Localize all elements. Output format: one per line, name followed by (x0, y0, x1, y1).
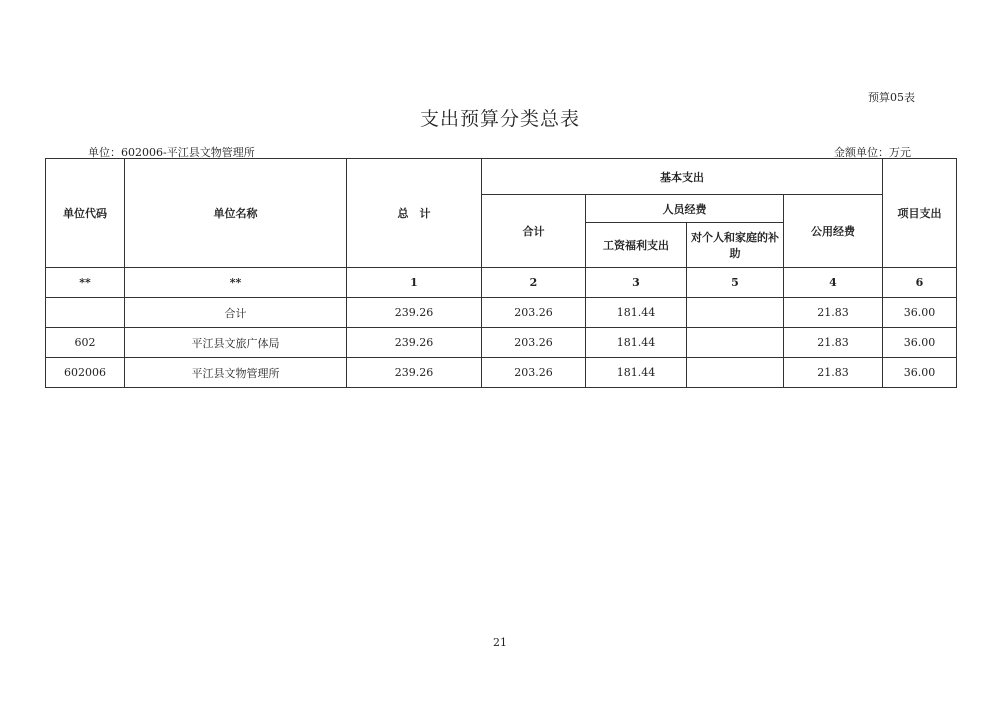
cell-unit-name: 平江县文物管理所 (125, 358, 347, 388)
cell-subsidy (687, 298, 784, 328)
cell-total: 239.26 (347, 298, 482, 328)
cell-salary: 181.44 (586, 358, 687, 388)
header-subtotal: 合计 (482, 195, 586, 268)
unit-info: 单位：602006-平江县文物管理所 (88, 146, 255, 159)
table-row (46, 358, 957, 388)
cell-total: 239.26 (347, 358, 482, 388)
column-number-row (46, 268, 957, 298)
amount-unit: 金额单位：万元 (834, 146, 911, 159)
cell-subtotal: 203.26 (482, 328, 586, 358)
cell-subtotal: 203.26 (482, 358, 586, 388)
header-public-expense: 公用经费 (784, 195, 883, 268)
header-basic-expense: 基本支出 (482, 159, 883, 195)
form-number: 预算05表 (868, 91, 915, 104)
header-family-subsidy: 对个人和家庭的补助 (687, 223, 784, 268)
cell-subsidy (687, 328, 784, 358)
cell-unit-code: 602 (46, 328, 125, 358)
table-row (46, 298, 957, 328)
header-unit-code: 单位代码 (46, 159, 125, 268)
header-salary-welfare: 工资福利支出 (586, 223, 687, 268)
cell-public: 21.83 (784, 298, 883, 328)
header-personnel-expense: 人员经费 (586, 195, 784, 223)
header-total: 总 计 (347, 159, 482, 268)
cell-public: 21.83 (784, 358, 883, 388)
cell-public: 21.83 (784, 328, 883, 358)
column-number: ** (46, 268, 125, 298)
budget-table (45, 158, 957, 388)
column-number: 3 (586, 268, 687, 298)
cell-total: 239.26 (347, 328, 482, 358)
page-title: 支出预算分类总表 (419, 108, 580, 130)
cell-salary: 181.44 (586, 328, 687, 358)
page-number: 21 (493, 636, 507, 649)
cell-subsidy (687, 358, 784, 388)
column-number: 6 (883, 268, 957, 298)
header-unit-name: 单位名称 (125, 159, 347, 268)
column-number: 1 (347, 268, 482, 298)
cell-salary: 181.44 (586, 298, 687, 328)
column-number: 5 (687, 268, 784, 298)
cell-unit-name: 平江县文旅广体局 (125, 328, 347, 358)
cell-unit-code (46, 298, 125, 328)
cell-project: 36.00 (883, 358, 957, 388)
cell-unit-code: 602006 (46, 358, 125, 388)
column-number: ** (125, 268, 347, 298)
table-row (46, 328, 957, 358)
cell-project: 36.00 (883, 328, 957, 358)
column-number: 2 (482, 268, 586, 298)
cell-subtotal: 203.26 (482, 298, 586, 328)
cell-project: 36.00 (883, 298, 957, 328)
cell-unit-name: 合计 (125, 298, 347, 328)
column-number: 4 (784, 268, 883, 298)
header-project-expense: 项目支出 (883, 159, 957, 268)
